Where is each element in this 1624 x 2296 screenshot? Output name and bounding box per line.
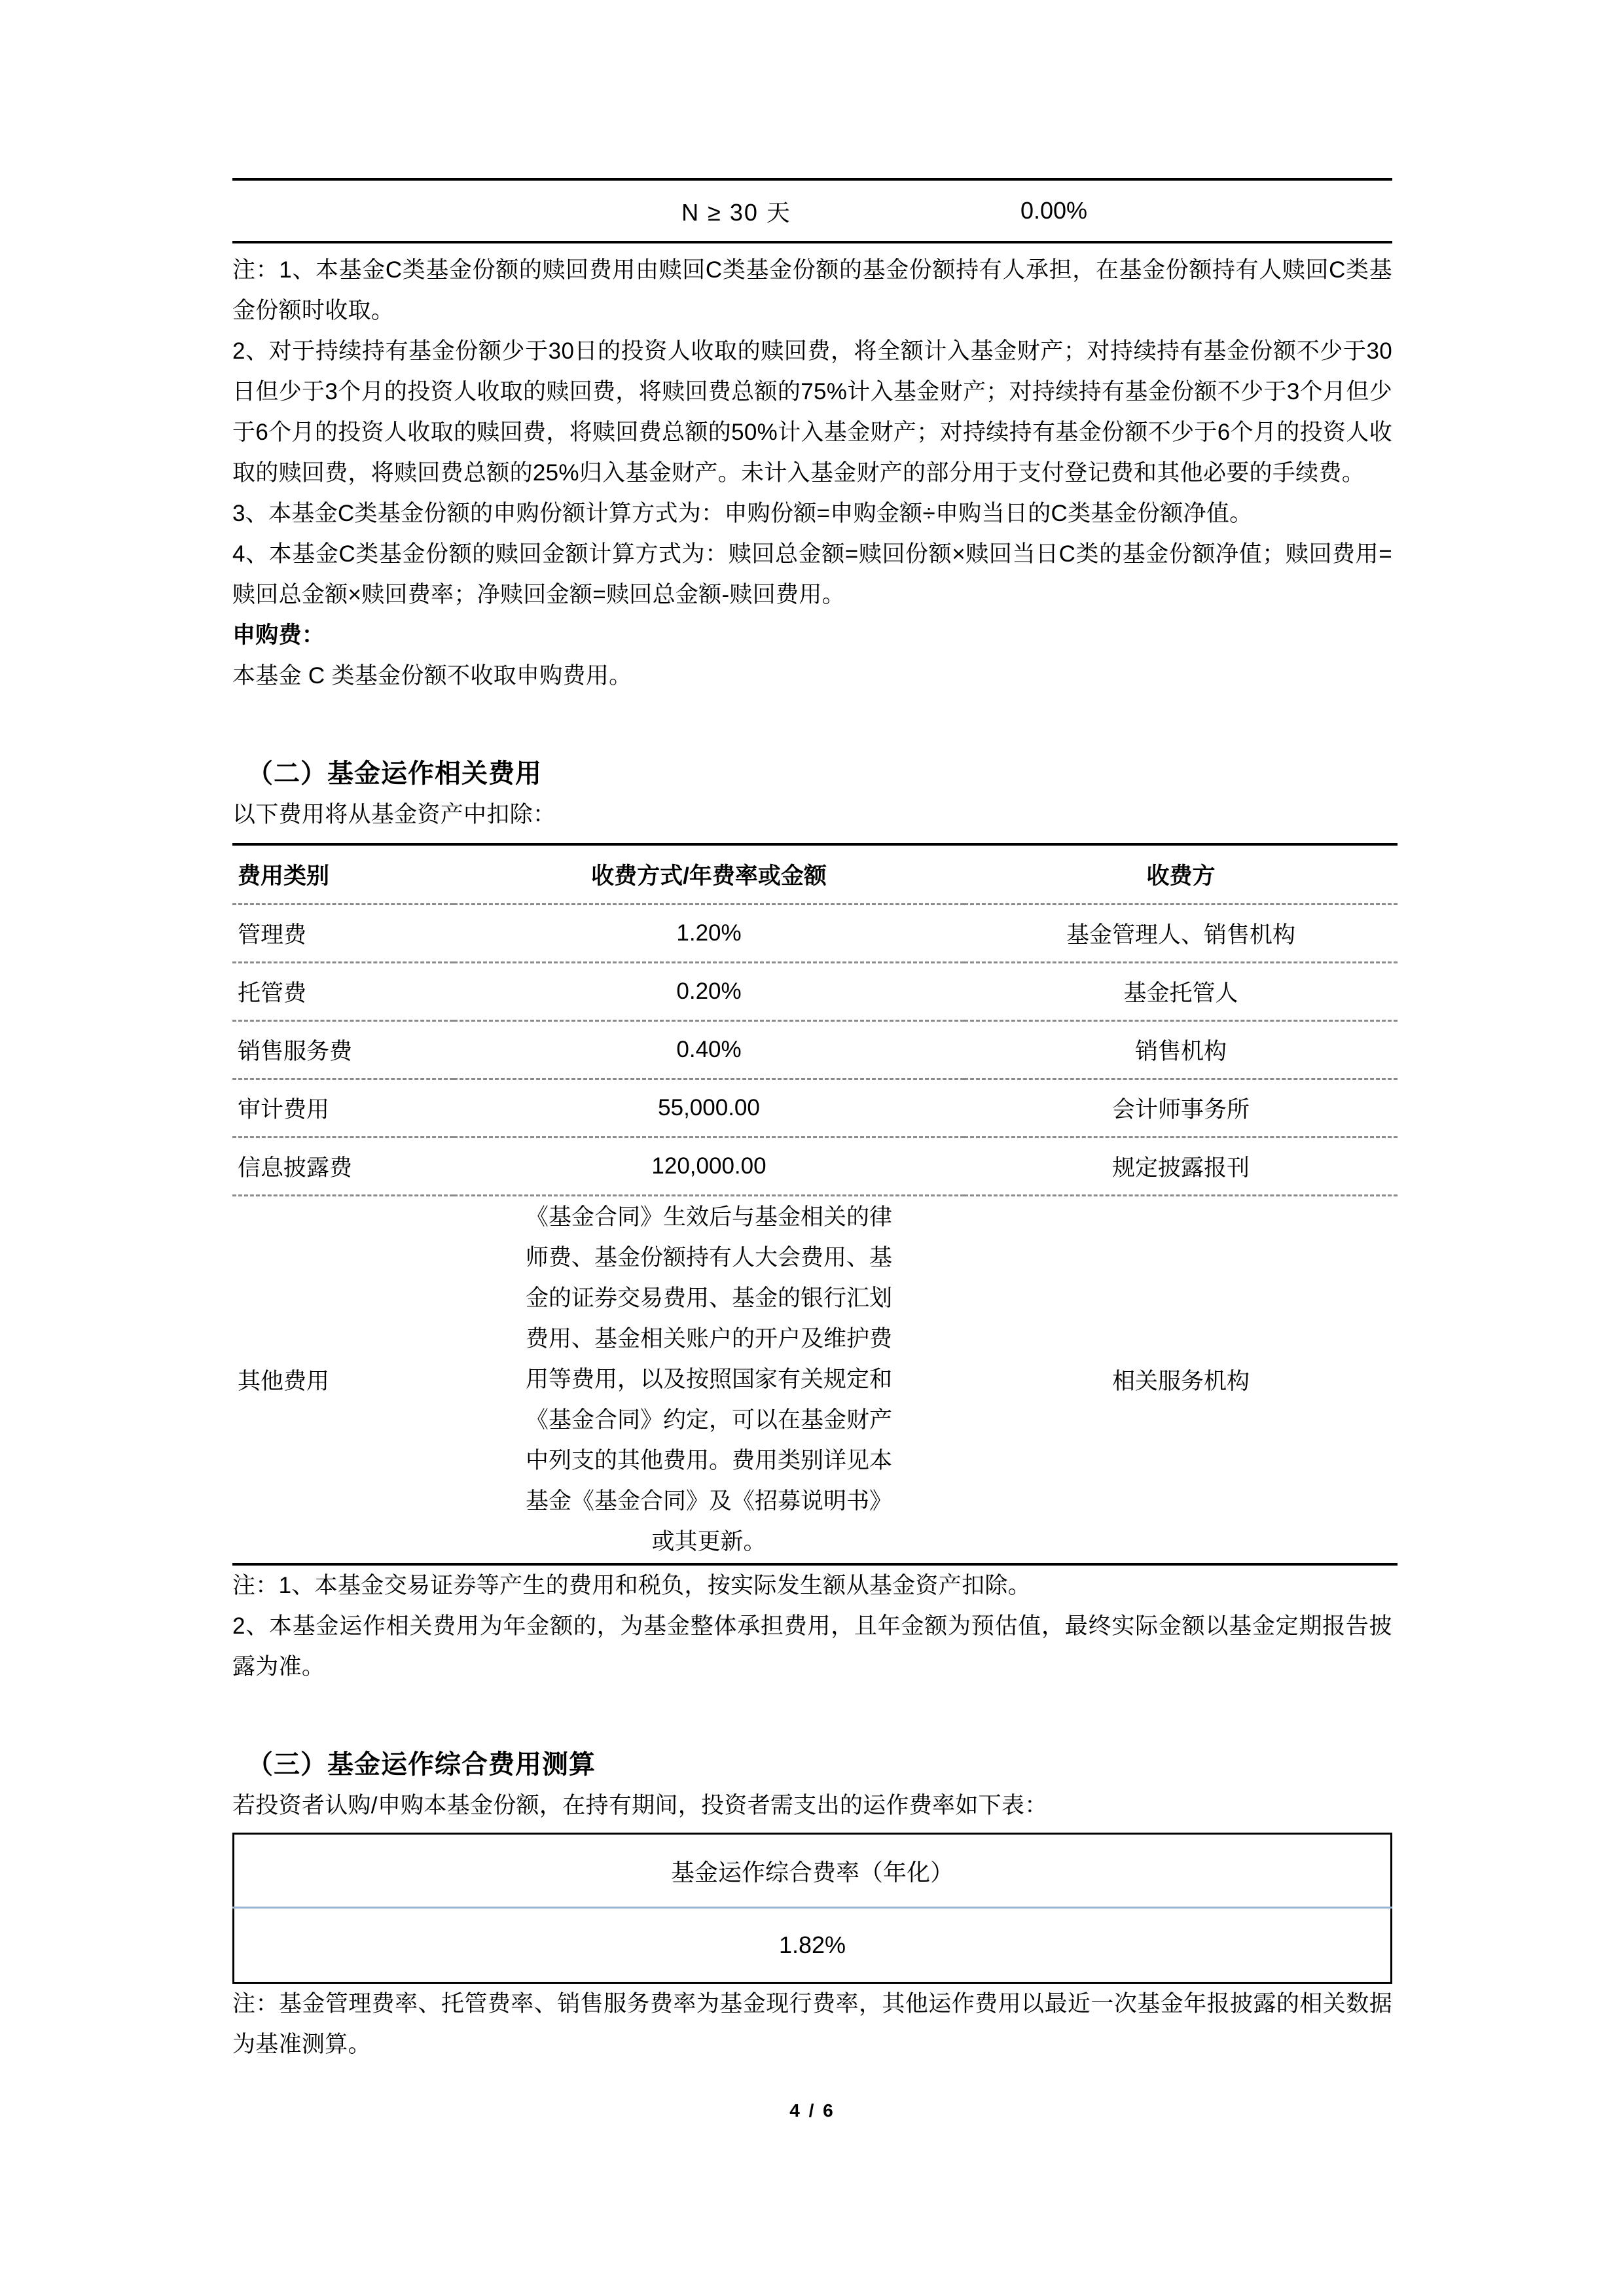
- note-c-class-3: 3、本基金C类基金份额的申购份额计算方式为：申购份额=申购金额÷申购当日的C类基金份额净值。: [232, 501, 1253, 526]
- cell-payee: 基金管理人、销售机构: [964, 905, 1398, 963]
- composite-rate-header: 基金运作综合费率（年化）: [234, 1834, 1392, 1908]
- other-fee-line: 或其更新。: [651, 1529, 767, 1554]
- cell-rate: 55,000.00: [454, 1079, 964, 1138]
- composite-rate-body: [234, 1834, 1392, 1983]
- section-three-heading: （三）基金运作综合费用测算: [247, 1750, 596, 1779]
- other-fee-line: 金的证券交易费用、基金的银行汇划: [525, 1285, 892, 1311]
- fund-operation-fee-table: [232, 843, 1398, 1566]
- page-number: 4 / 6: [789, 2100, 835, 2121]
- other-fee-line: 中列支的其他费用。费用类别详见本: [525, 1448, 892, 1473]
- cell-category: 信息披露费: [232, 1138, 454, 1196]
- cell-category: 管理费: [232, 905, 454, 963]
- table-row: [232, 181, 1392, 241]
- fee-table-header-row: [232, 844, 1398, 905]
- table-row: [234, 1834, 1392, 1908]
- cell-rate: 1.20%: [454, 905, 964, 963]
- page-content: [232, 0, 1392, 2121]
- cell-other-fee-description: [454, 1196, 964, 1565]
- table-row: [232, 905, 1398, 963]
- section-two-heading: （二）基金运作相关费用: [247, 759, 542, 788]
- composite-rate-table: [232, 1833, 1392, 1984]
- cell-payee: 基金托管人: [964, 963, 1398, 1021]
- note-c-class-2: 2、对于持续持有基金份额少于30日的投资人收取的赎回费，将全额计入基金财产；对持续持有基金份额不少于30日但少于3个月的投资人收取的赎回费，将赎回费总额的75%计入基金财产；对持续持有基金份额不少于3个月但少于6个月的投资人收取的赎回费，将赎回费总额的50%计入基金财产；对持续持有基金份额不少于6个月的投资人收取的赎回费，将赎回费总额的25%归入基金财产。未计入基金财产的部分用于支付登记费和其他必要的手续费。: [232, 338, 1392, 486]
- other-fee-line: 基金《基金合同》及《招募说明书》: [525, 1488, 892, 1514]
- note-c-class-4: 4、本基金C类基金份额的赎回金额计算方式为：赎回总金额=赎回份额×赎回当日C类的基金份额净值；赎回费用=赎回总金额×赎回费率；净赎回金额=赎回总金额-赎回费用。: [232, 541, 1392, 607]
- table-row-other-fees: [232, 1196, 1398, 1565]
- table-row: [232, 1138, 1398, 1196]
- header-fee-category: 费用类别: [232, 844, 454, 905]
- cell-payee: 会计师事务所: [964, 1079, 1398, 1138]
- table-row: [232, 1079, 1398, 1138]
- fee-table-body: [232, 905, 1398, 1565]
- cell-category: 销售服务费: [232, 1021, 454, 1079]
- fee-table-head: [232, 844, 1398, 905]
- other-fee-line: 师费、基金份额持有人大会费用、基: [525, 1245, 892, 1270]
- section-two-note-2: 2、本基金运作相关费用为年金额的，为基金整体承担费用，且年金额为预估值，最终实际金额以基金定期报告披露为准。: [232, 1613, 1392, 1679]
- table-row: [232, 1021, 1398, 1079]
- subscription-fee-label: 申购费：: [232, 622, 325, 648]
- cell-category: 审计费用: [232, 1079, 454, 1138]
- header-fee-rate: 收费方式/年费率或金额: [454, 844, 964, 905]
- section-two-note-1: 注：1、本基金交易证券等产生的费用和税负，按实际发生额从基金资产扣除。: [232, 1573, 1031, 1598]
- other-fee-line: 《基金合同》生效后与基金相关的律: [525, 1204, 892, 1230]
- other-fee-line: 用等费用，以及按照国家有关规定和: [525, 1367, 892, 1392]
- cell-rate: 0.20%: [454, 963, 964, 1021]
- header-fee-payee: 收费方: [964, 844, 1398, 905]
- section-three-note: 注：基金管理费率、托管费率、销售服务费率为基金现行费率，其他运作费用以最近一次基金年报披露的相关数据为基准测算。: [232, 1991, 1392, 2057]
- cell-rate: 120,000.00: [454, 1138, 964, 1196]
- note-c-class-1: 注：1、本基金C类基金份额的赎回费用由赎回C类基金份额的基金份额持有人承担，在基金份额持有人赎回C类基金份额时收取。: [232, 257, 1392, 323]
- section-three-intro: 若投资者认购/申购本基金份额，在持有期间，投资者需支出的运作费率如下表：: [232, 1793, 1048, 1818]
- table-row: [234, 1908, 1392, 1983]
- cell-rate: 0.40%: [454, 1021, 964, 1079]
- cell-payee: 规定披露报刊: [964, 1138, 1398, 1196]
- composite-rate-value: 1.82%: [778, 1931, 846, 1958]
- redemption-rate-cell: 0.00%: [1020, 197, 1088, 224]
- other-fee-line: 费用、基金相关账户的开户及维护费: [525, 1326, 892, 1352]
- cell-payee-other: 相关服务机构: [964, 1196, 1398, 1565]
- other-fee-line: 《基金合同》约定，可以在基金财产: [525, 1407, 892, 1433]
- section-two-intro: 以下费用将从基金资产中扣除：: [232, 802, 556, 827]
- redemption-table-continued: [232, 178, 1392, 243]
- cell-payee: 销售机构: [964, 1021, 1398, 1079]
- holding-period-cell: N ≥ 30 天: [681, 198, 791, 226]
- table-row: [232, 963, 1398, 1021]
- cell-category: 托管费: [232, 963, 454, 1021]
- cell-category-other: 其他费用: [232, 1196, 454, 1565]
- subscription-fee-text: 本基金 C 类基金份额不收取申购费用。: [232, 663, 632, 689]
